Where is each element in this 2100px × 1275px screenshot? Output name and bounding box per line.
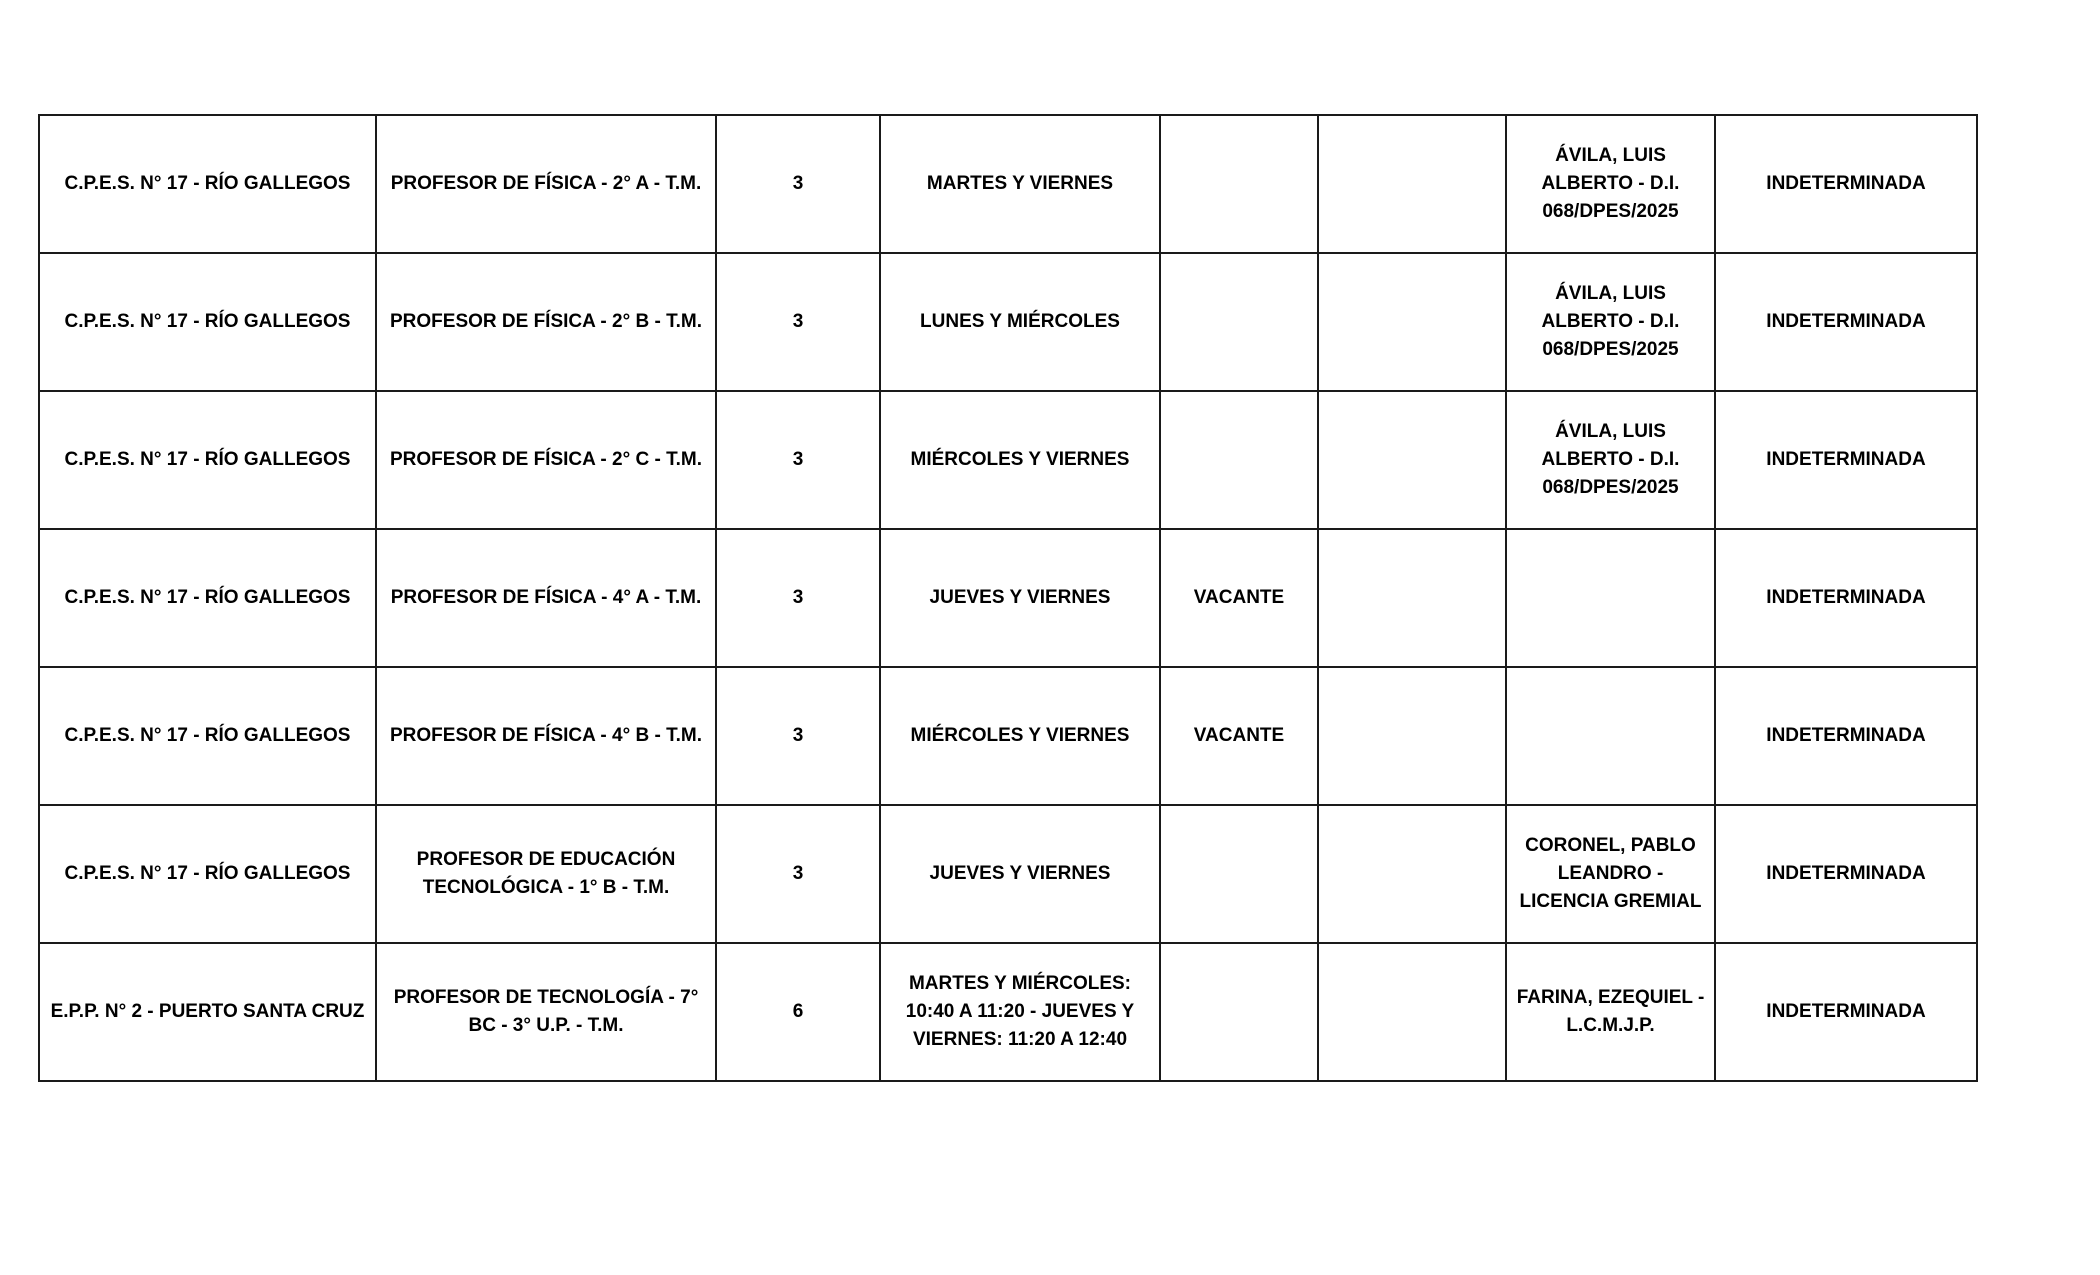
table-row — [39, 115, 1977, 253]
position-cell: PROFESOR DE EDUCACIÓN TECNOLÓGICA - 1° B - T.M. — [376, 805, 716, 943]
duration-cell: INDETERMINADA — [1715, 805, 1977, 943]
schedule-cell: LUNES Y MIÉRCOLES — [880, 253, 1160, 391]
teacher-cell: ÁVILA, LUIS ALBERTO - D.I. 068/DPES/2025 — [1506, 391, 1715, 529]
position-cell: PROFESOR DE FÍSICA - 2° A - T.M. — [376, 115, 716, 253]
hours-cell: 3 — [716, 805, 880, 943]
schedule-cell: MIÉRCOLES Y VIERNES — [880, 667, 1160, 805]
status-cell: VACANTE — [1160, 529, 1318, 667]
hours-cell: 3 — [716, 391, 880, 529]
school-cell: C.P.E.S. N° 17 - RÍO GALLEGOS — [39, 805, 376, 943]
hours-cell: 3 — [716, 253, 880, 391]
duration-cell: INDETERMINADA — [1715, 391, 1977, 529]
teacher-cell: FARINA, EZEQUIEL - L.C.M.J.P. — [1506, 943, 1715, 1081]
table-row — [39, 667, 1977, 805]
status-cell — [1160, 391, 1318, 529]
position-cell: PROFESOR DE FÍSICA - 2° B - T.M. — [376, 253, 716, 391]
status-cell — [1160, 943, 1318, 1081]
position-cell: PROFESOR DE FÍSICA - 2° C - T.M. — [376, 391, 716, 529]
table-body — [39, 115, 1977, 1081]
status-cell — [1160, 115, 1318, 253]
table-row — [39, 529, 1977, 667]
school-cell: C.P.E.S. N° 17 - RÍO GALLEGOS — [39, 529, 376, 667]
hours-cell: 3 — [716, 667, 880, 805]
table-row — [39, 391, 1977, 529]
status-cell — [1160, 253, 1318, 391]
hours-cell: 3 — [716, 115, 880, 253]
position-cell: PROFESOR DE FÍSICA - 4° B - T.M. — [376, 667, 716, 805]
designations-table — [38, 114, 1978, 1082]
school-cell: C.P.E.S. N° 17 - RÍO GALLEGOS — [39, 667, 376, 805]
teacher-cell — [1506, 529, 1715, 667]
school-cell: C.P.E.S. N° 17 - RÍO GALLEGOS — [39, 253, 376, 391]
teacher-cell: ÁVILA, LUIS ALBERTO - D.I. 068/DPES/2025 — [1506, 253, 1715, 391]
status-cell — [1160, 805, 1318, 943]
table-row — [39, 253, 1977, 391]
hours-cell: 6 — [716, 943, 880, 1081]
teacher-cell — [1506, 667, 1715, 805]
position-cell: PROFESOR DE FÍSICA - 4° A - T.M. — [376, 529, 716, 667]
duration-cell: INDETERMINADA — [1715, 529, 1977, 667]
table-row — [39, 943, 1977, 1081]
teacher-cell: CORONEL, PABLO LEANDRO - LICENCIA GREMIAL — [1506, 805, 1715, 943]
schedule-cell: MIÉRCOLES Y VIERNES — [880, 391, 1160, 529]
hours-cell: 3 — [716, 529, 880, 667]
teacher-cell: ÁVILA, LUIS ALBERTO - D.I. 068/DPES/2025 — [1506, 115, 1715, 253]
empty-cell — [1318, 943, 1506, 1081]
status-cell: VACANTE — [1160, 667, 1318, 805]
empty-cell — [1318, 529, 1506, 667]
empty-cell — [1318, 667, 1506, 805]
empty-cell — [1318, 115, 1506, 253]
duration-cell: INDETERMINADA — [1715, 667, 1977, 805]
duration-cell: INDETERMINADA — [1715, 115, 1977, 253]
table-row — [39, 805, 1977, 943]
position-cell: PROFESOR DE TECNOLOGÍA - 7° BC - 3° U.P. - T.M. — [376, 943, 716, 1081]
school-cell: C.P.E.S. N° 17 - RÍO GALLEGOS — [39, 391, 376, 529]
duration-cell: INDETERMINADA — [1715, 943, 1977, 1081]
empty-cell — [1318, 805, 1506, 943]
duration-cell: INDETERMINADA — [1715, 253, 1977, 391]
empty-cell — [1318, 253, 1506, 391]
empty-cell — [1318, 391, 1506, 529]
schedule-cell: JUEVES Y VIERNES — [880, 805, 1160, 943]
school-cell: E.P.P. N° 2 - PUERTO SANTA CRUZ — [39, 943, 376, 1081]
schedule-cell: JUEVES Y VIERNES — [880, 529, 1160, 667]
schedule-cell: MARTES Y MIÉRCOLES: 10:40 A 11:20 - JUEVES Y VIERNES: 11:20 A 12:40 — [880, 943, 1160, 1081]
school-cell: C.P.E.S. N° 17 - RÍO GALLEGOS — [39, 115, 376, 253]
schedule-cell: MARTES Y VIERNES — [880, 115, 1160, 253]
